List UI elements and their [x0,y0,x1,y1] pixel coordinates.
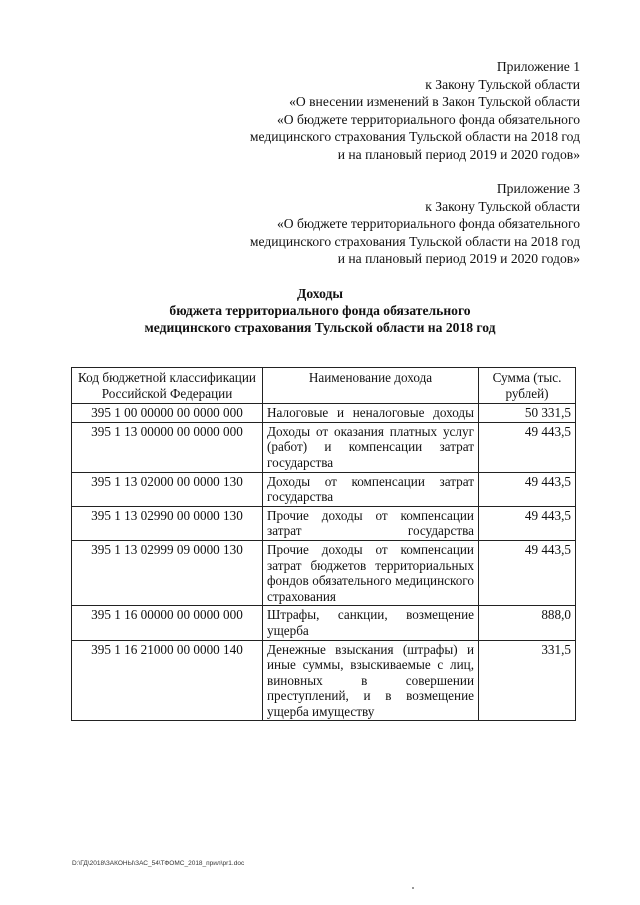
appendix-line: «О бюджете территориального фонда обязательного [276,216,580,232]
appendix-line: «О внесении изменений в Закон Тульской области [289,94,580,110]
header-code: Код бюджетной классификации Российской Федерации [72,368,263,404]
title-line: Доходы [297,286,343,301]
title-line: бюджета территориального фонда обязательного [169,303,471,318]
appendix-3-heading [250,180,580,268]
title-line: медицинского страхования Тульской области на 2018 год [144,320,496,335]
table-row [72,606,576,640]
table-row [72,506,576,540]
table-row [72,404,576,423]
row-sum: 49 443,5 [479,422,576,472]
table-row [72,640,576,721]
appendix-line: Приложение 3 [496,181,580,196]
appendix-line: медицинского страхования Тульской области на 2018 год [249,233,580,249]
scan-speck [412,887,414,889]
table-row [72,422,576,472]
row-name: Доходы от компенсации затрат государства [263,472,479,506]
row-name: Прочие доходы от компенсации затрат бюджетов территориальных фондов обязательного медицинского страхования [263,540,479,605]
appendix-line: к Закону Тульской области [425,76,580,92]
row-name: Налоговые и неналоговые доходы [263,404,479,423]
row-sum: 888,0 [479,606,576,640]
row-code: 395 1 13 02999 09 0000 130 [72,540,263,605]
row-code: 395 1 13 02000 00 0000 130 [72,472,263,506]
row-sum: 49 443,5 [479,506,576,540]
row-sum: 331,5 [479,640,576,721]
table-row [72,540,576,605]
appendix-1-heading [250,58,580,164]
row-sum: 49 443,5 [479,540,576,605]
file-path-footer: D:\ГД\2018\ЗАКОНЫ\ЗАС_54\ТФОМС_2018_прил\pr1.doc [72,860,245,867]
header-sum: Сумма (тыс. рублей) [479,368,576,404]
header-name: Наименование дохода [263,368,479,404]
row-name: Штрафы, санкции, возмещение ущерба [263,606,479,640]
income-table [71,367,576,721]
appendix-line: и на плановый период 2019 и 2020 годов» [337,251,580,267]
row-name: Прочие доходы от компенсации затрат государства [263,506,479,540]
row-code: 395 1 16 00000 00 0000 000 [72,606,263,640]
appendix-line: и на плановый период 2019 и 2020 годов» [337,146,580,162]
row-code: 395 1 13 00000 00 0000 000 [72,422,263,472]
row-sum: 50 331,5 [479,404,576,423]
table-row [72,472,576,506]
row-code: 395 1 16 21000 00 0000 140 [72,640,263,721]
row-code: 395 1 00 00000 00 0000 000 [72,404,263,423]
appendix-line: Приложение 1 [496,59,580,74]
row-sum: 49 443,5 [479,472,576,506]
table-header-row [72,368,576,404]
appendix-line: медицинского страхования Тульской области на 2018 год [249,129,580,145]
row-code: 395 1 13 02990 00 0000 130 [72,506,263,540]
row-name: Денежные взыскания (штрафы) и иные суммы, взыскиваемые с лиц, виновных в совершении преступлений, и в возмещение ущерба имуществу [263,640,479,721]
row-name: Доходы от оказания платных услуг (работ) и компенсации затрат государства [263,422,479,472]
appendix-line: к Закону Тульской области [425,198,580,214]
document-title [0,285,640,336]
appendix-line: «О бюджете территориального фонда обязательного [276,111,580,127]
